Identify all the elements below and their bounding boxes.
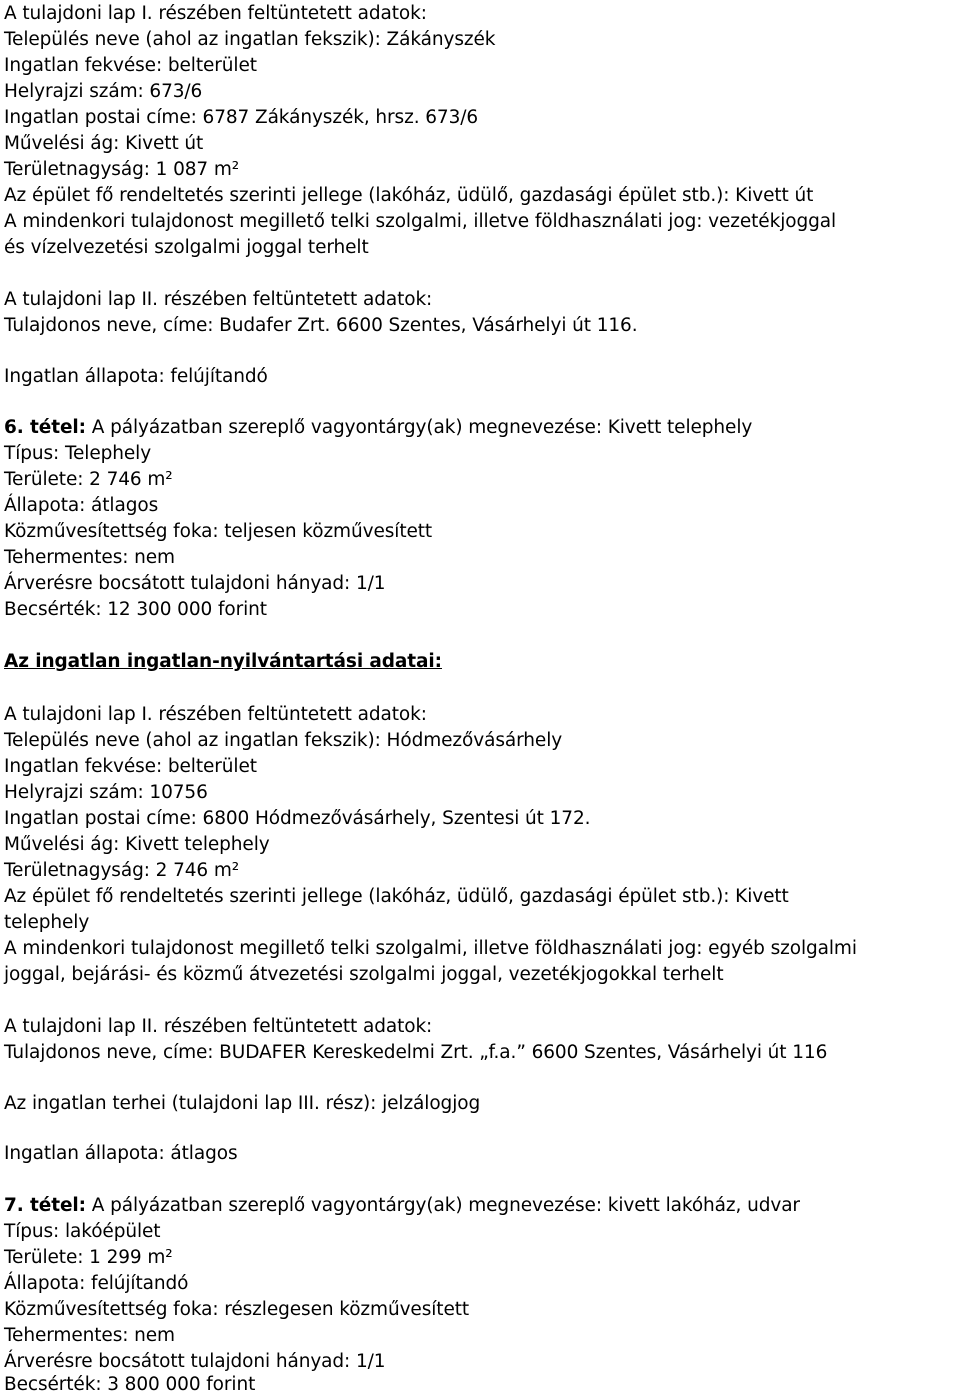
item-7-description: A pályázatban szereplő vagyontárgy(ak) megnevezése: kivett lakóház, udvar	[85, 1195, 800, 1216]
item-6-area-size: Területnagyság: 2 746 m²	[4, 860, 240, 881]
area-size: Területnagyság: 1 087 m²	[4, 159, 240, 180]
property-condition: Ingatlan állapota: felújítandó	[4, 366, 268, 387]
parcel-number: Helyrajzi szám: 673/6	[4, 81, 203, 102]
item-6-cultivation-branch: Művelési ág: Kivett telephely	[4, 834, 270, 855]
settlement-name: Település neve (ahol az ingatlan fekszik): Zákányszék	[4, 29, 496, 50]
cultivation-branch: Művelési ág: Kivett út	[4, 133, 204, 154]
property-location: Ingatlan fekvése: belterület	[4, 55, 257, 76]
easement-line-2: és vízelvezetési szolgalmi joggal terhelt	[4, 237, 369, 258]
item-7-type: Típus: lakóépület	[4, 1221, 161, 1242]
easement-line-1: A mindenkori tulajdonost megillető telki szolgalmi, illetve földhasználati jog: vezetékjoggal	[4, 211, 837, 232]
item-6-encumbrance-free: Tehermentes: nem	[4, 547, 175, 568]
item-6-easement-line-1: A mindenkori tulajdonost megillető telki szolgalmi, illetve földhasználati jog: egyéb szolgalmi	[4, 938, 857, 959]
item-6-estimated-value: Becsérték: 12 300 000 forint	[4, 599, 267, 620]
item-6-lap1-header: A tulajdoni lap I. részében feltüntetett adatok:	[4, 704, 427, 725]
item-7-condition: Állapota: felújítandó	[4, 1273, 189, 1294]
item-6-condition: Állapota: átlagos	[4, 495, 159, 516]
postal-address: Ingatlan postai címe: 6787 Zákányszék, hrsz. 673/6	[4, 107, 479, 128]
lap1-header: A tulajdoni lap I. részében feltüntetett adatok:	[4, 3, 427, 24]
item-6-type: Típus: Telephely	[4, 443, 152, 464]
item-6-heading	[4, 415, 752, 441]
owner-name-address: Tulajdonos neve, címe: Budafer Zrt. 6600 Szentes, Vásárhelyi út 116.	[4, 315, 638, 336]
item-6-owner-name-address: Tulajdonos neve, címe: BUDAFER Kereskedelmi Zrt. „f.a.” 6600 Szentes, Vásárhelyi út 116	[4, 1042, 828, 1063]
item-6-property-location: Ingatlan fekvése: belterület	[4, 756, 257, 777]
item-7-encumbrance-free: Tehermentes: nem	[4, 1325, 175, 1346]
item-6-label: 6. tétel:	[4, 417, 86, 438]
lap2-header: A tulajdoni lap II. részében feltüntetett adatok:	[4, 289, 433, 310]
item-7-heading	[4, 1193, 800, 1219]
item-6-easement-line-2: joggal, bejárási- és közmű átvezetési szolgalmi joggal, vezetékjogokkal terhelt	[4, 964, 724, 985]
item-6-building-character-line-1: Az épület fő rendeltetés szerinti jellege (lakóház, üdülő, gazdasági épület stb.): Kivett	[4, 886, 789, 907]
item-6-postal-address: Ingatlan postai címe: 6800 Hódmezővásárhely, Szentesi út 172.	[4, 808, 591, 829]
item-6-area: Területe: 2 746 m²	[4, 469, 173, 490]
land-registry-heading: Az ingatlan ingatlan-nyilvántartási adatai:	[4, 651, 442, 672]
item-7-label: 7. tétel:	[4, 1195, 86, 1216]
item-7-ownership-share: Árverésre bocsátott tulajdoni hányad: 1/1	[4, 1351, 386, 1372]
item-6-building-character-line-2: telephely	[4, 912, 90, 933]
item-7-estimated-value: Becsérték: 3 800 000 forint	[4, 1374, 256, 1395]
item-6-ownership-share: Árverésre bocsátott tulajdoni hányad: 1/1	[4, 573, 386, 594]
item-6-utilities: Közművesítettség foka: teljesen közművesített	[4, 521, 433, 542]
item-6-encumbrances: Az ingatlan terhei (tulajdoni lap III. rész): jelzálogjog	[4, 1093, 481, 1114]
item-6-description: A pályázatban szereplő vagyontárgy(ak) megnevezése: Kivett telephely	[85, 417, 753, 438]
building-character: Az épület fő rendeltetés szerinti jellege (lakóház, üdülő, gazdasági épület stb.): Kivett út	[4, 185, 814, 206]
item-7-area: Területe: 1 299 m²	[4, 1247, 173, 1268]
item-6-property-condition: Ingatlan állapota: átlagos	[4, 1143, 238, 1164]
item-6-settlement-name: Település neve (ahol az ingatlan fekszik): Hódmezővásárhely	[4, 730, 563, 751]
item-6-parcel-number: Helyrajzi szám: 10756	[4, 782, 208, 803]
item-7-utilities: Közművesítettség foka: részlegesen közművesített	[4, 1299, 470, 1320]
item-6-lap2-header: A tulajdoni lap II. részében feltüntetett adatok:	[4, 1016, 433, 1037]
